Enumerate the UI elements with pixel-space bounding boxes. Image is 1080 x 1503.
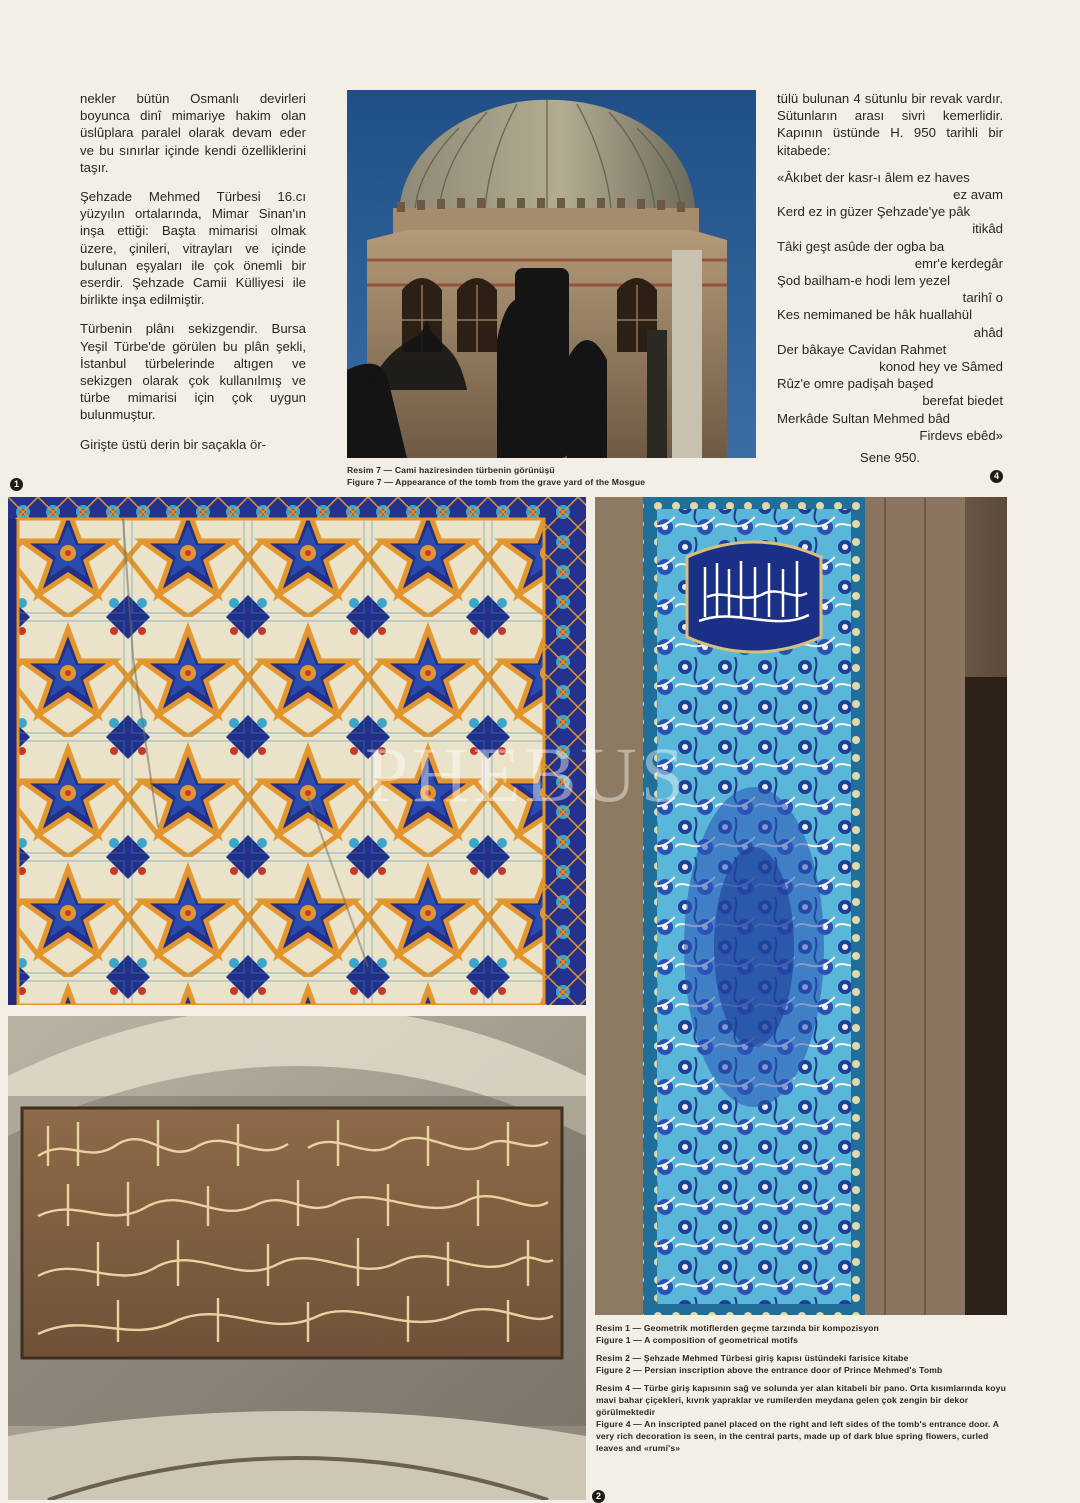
paragraph: Şehzade Mehmed Türbesi 16.cı yüzyılın ortalarında, Mimar Sinan'ın inşa ettiği: Başta mimarisi olmak üzere, çinileri, vitrayları ve içinde bulunan eşyaları ile çok önemli bir eserdir. Şehzade Camii Külliyesi ile birlikte inşa edilmiştir.	[80, 189, 306, 308]
geometric-tile-photo	[8, 497, 586, 1005]
verse-line: Der bâkaye Cavidan Rahmet konod hey ve Sâmed	[777, 341, 1003, 375]
verse-line: Şod bailham-e hodi lem yezel tarihî o	[777, 273, 1003, 306]
figure-captions	[596, 1322, 1008, 1460]
paragraph: Türbenin plânı sekizgendir. Bursa Yeşil Türbe'de görülen bu plân şekli, İstanbul türbelerinde altıgen ve sekizgen olarak çok kullanılmış ve türbe mimarisi için çok uygun bulunmuştur.	[80, 321, 306, 423]
page-marker-right: 4	[990, 470, 1003, 483]
page-marker-left: 1	[10, 478, 23, 491]
inscription-verse	[777, 169, 1003, 444]
caption-figure-1: Resim 1 — Geometrik motiflerden geçme tarzında bir kompozisyon Figure 1 — A composition of geometrical motifs	[596, 1323, 879, 1345]
text-column-right	[777, 90, 1003, 466]
verse-line: Kes nemimaned be hâk huallahül ahâd	[777, 307, 1003, 340]
caption-figure-2: Resim 2 — Şehzade Mehmed Türbesi giriş kapısı üstündeki farisice kitabe Figure 2 — Persian inscription above the entrance door of Prince Mehmed's Tomb	[596, 1353, 943, 1375]
verse-line: Tâki geşt asûde der ogba ba emr'e kerdegâr	[777, 238, 1003, 271]
tomb-dome-photo	[347, 90, 756, 458]
verse-line: Kerd ez in güzer Şehzade'ye pâk itikâd	[777, 204, 1003, 237]
verse-line: «Âkıbet der kasr-ı âlem ez haves ez avam	[777, 169, 1003, 203]
text-column-left	[80, 90, 306, 465]
inscription-year: Sene 950.	[859, 450, 921, 466]
paragraph: Girişte üstü derin bir saçakla ör-	[80, 436, 267, 452]
verse-line: Merkâde Sultan Mehmed bâd Firdevs ebêd»	[777, 410, 1003, 443]
inscribed-tile-panel-photo	[595, 497, 1007, 1315]
watermark-text: PHEBUS	[365, 731, 689, 818]
caption-figure-4: Resim 4 — Türbe giriş kapısının sağ ve solunda yer alan kitabeli bir pano. Orta kısımlarında koyu mavi bahar çiçekleri, kıvrık yapraklar ve rumilerden meydana gelen çok zengin bir dekor görülmektedir Figure 4 — An inscripted panel placed on the right and left sides of the tomb's entrance door. A very rich decoration is seen, in the central parts, made up of dark blue spring flowers, curled leaves and «rumi's»	[596, 1383, 1006, 1453]
persian-inscription-photo	[8, 1016, 586, 1500]
paragraph: tülü bulunan 4 sütunlu bir revak vardır. Sütunların arası sivri kemerlidir. Kapının üstünde H. 950 tarihli bir kitabede:	[777, 91, 1003, 158]
paragraph: nekler bütün Osmanlı devirleri boyunca dinî mimariye hakim olan üslûplara paralel olarak devam eder ve bu sınırlar içinde kendi özelliklerini taşır.	[80, 91, 306, 175]
page-marker-bottom: 2	[592, 1490, 605, 1503]
top-photo-caption: Resim 7 — Cami haziresinden türbenin görünüşü Figure 7 — Appearance of the tomb from the grave yard of the Mosgue	[347, 465, 646, 487]
verse-line: Rûz'e omre padişah başed berefat biedet	[777, 376, 1003, 409]
